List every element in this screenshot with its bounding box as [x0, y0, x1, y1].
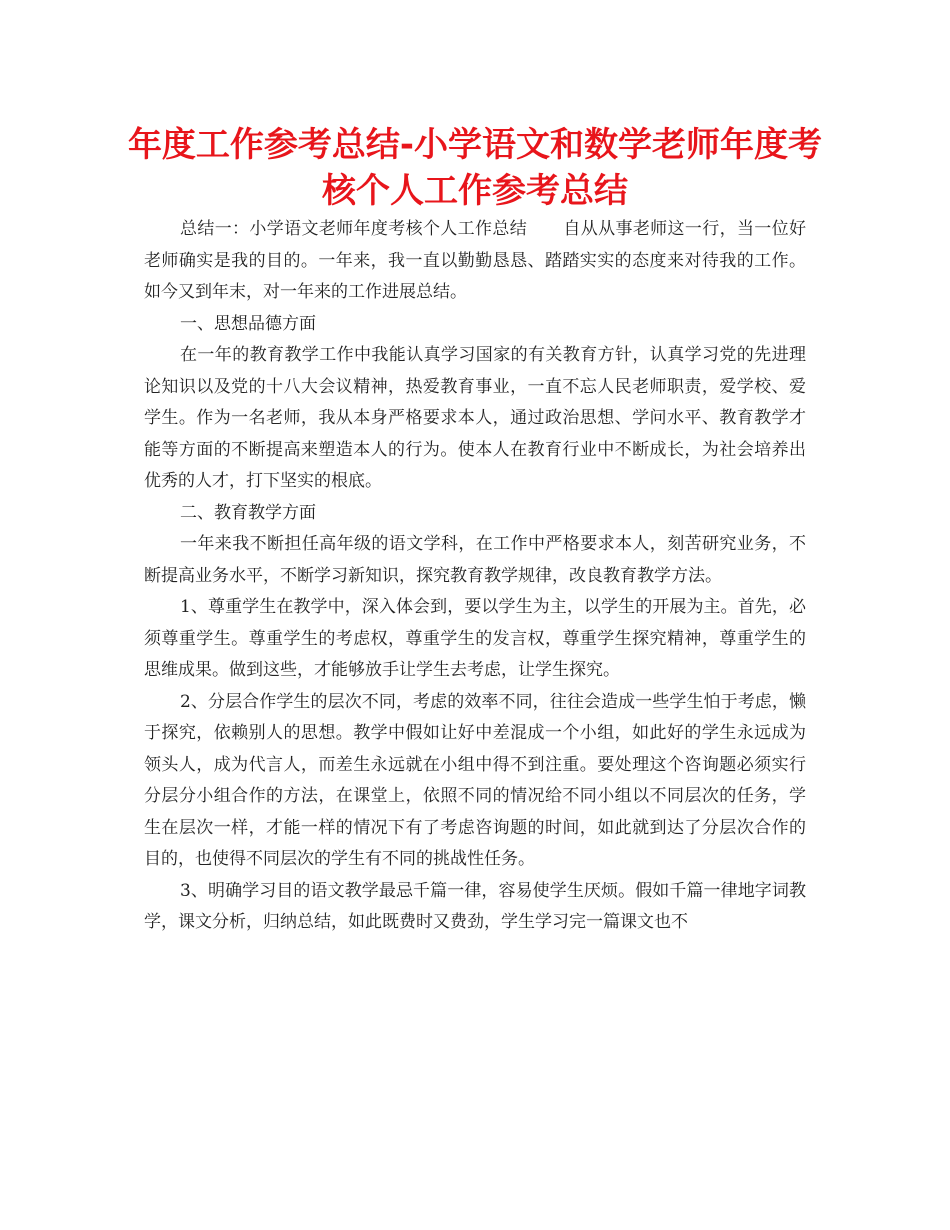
intro-heading: 总结一：小学语文老师年度考核个人工作总结 [180, 219, 528, 239]
document-title: 年度工作参考总结-小学语文和数学老师年度考核个人工作参考总结 [127, 125, 823, 211]
point3-paragraph: 3、明确学习目的语文教学最忌千篇一律，容易使学生厌烦。假如千篇一律地字词教学，课文分析，归纳总结，如此既费时又费劲，学生学习完一篇课文也不 [144, 880, 806, 932]
point1-paragraph: 1、尊重学生在教学中，深入体会到，要以学生为主，以学生的开展为主。首先，必须尊重学生。尊重学生的考虑权，尊重学生的发言权，尊重学生探究精神，尊重学生的思维成果。做到这些，才能够放手让学生去考虑，让学生探究。 [144, 597, 806, 680]
intro-text: 自从从事老师这一行，当一位好老师确实是我的目的。一年来，我一直以勤勤恳恳、踏踏实实的态度来对待我的工作。如今又到年末，对一年来的工作进展总结。 [144, 219, 807, 302]
point2-paragraph: 2、分层合作学生的层次不同，考虑的效率不同，往往会造成一些学生怕于考虑，懒于探究，依赖别人的思想。教学中假如让好中差混成一个小组，如此好的学生永远成为领头人，成为代言人，而差生永远就在小组中得不到注重。要处理这个咨询题必须实行分层分小组合作的方法，在课堂上，依照不同的情况给不同小组以不同层次的任务，学生在层次一样，才能一样的情况下有了考虑咨询题的时间，如此就到达了分层次合作的目的，也使得不同层次的学生有不同的挑战性任务。 [144, 691, 806, 869]
section2-heading: 二、教育教学方面 [180, 502, 316, 523]
section1-paragraph: 在一年的教育教学工作中我能认真学习国家的有关教育方针，认真学习党的先进理论知识以及党的十八大会议精神，热爱教育事业，一直不忘人民老师职责，爱学校、爱学生。作为一名老师，我从本身严格要求本人，通过政治思想、学问水平、教育教学才能等方面的不断提高来塑造本人的行为。使本人在教育行业中不断成长，为社会培养出优秀的人才，打下坚实的根底。 [144, 345, 806, 491]
document-body [144, 214, 806, 939]
intro-paragraph [144, 214, 806, 309]
section2-paragraph: 一年来我不断担任高年级的语文学科，在工作中严格要求本人，刻苦研究业务，不断提高业务水平，不断学习新知识，探究教育教学规律，改良教育教学方法。 [144, 534, 806, 586]
section1-heading: 一、思想品德方面 [180, 313, 316, 334]
